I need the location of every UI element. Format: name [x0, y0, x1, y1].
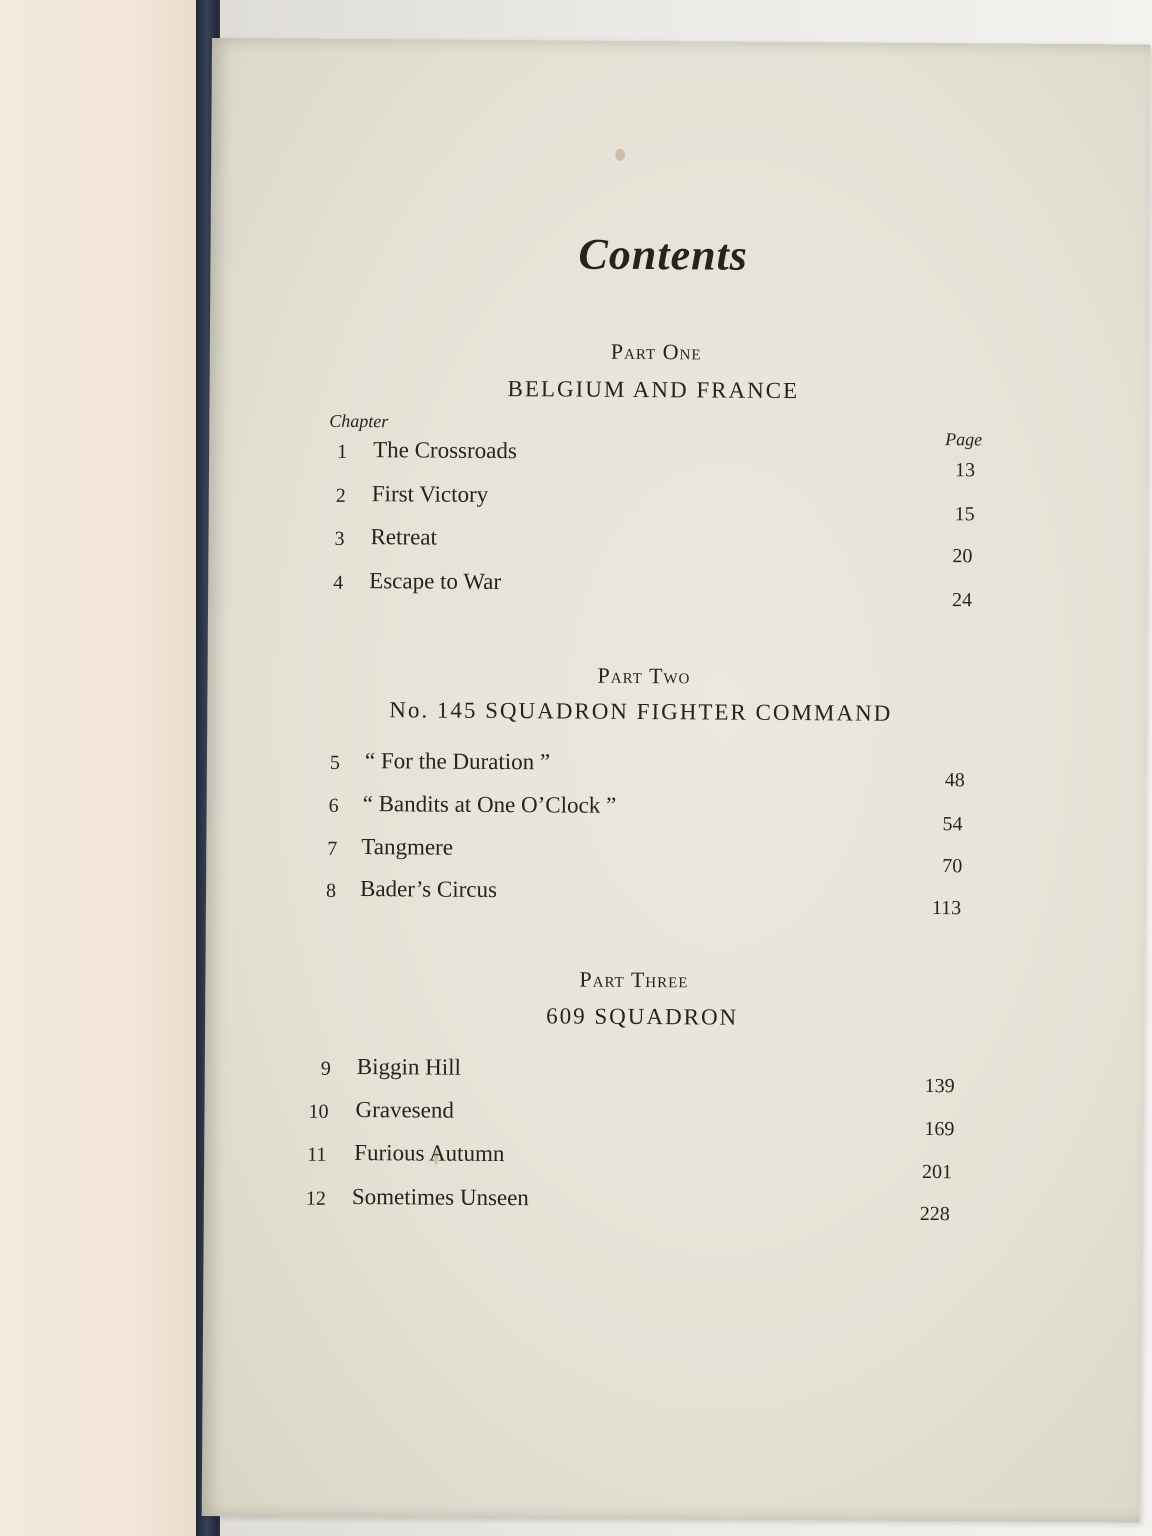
- chapter-number: 5: [329, 751, 341, 774]
- page-title: Contents: [578, 229, 749, 280]
- chapter-number: 6: [328, 794, 339, 817]
- chapter-title: Tangmere: [361, 834, 454, 860]
- chapter-title: Biggin Hill: [356, 1054, 462, 1080]
- chapter-title: “ Bandits at One O’Clock ”: [362, 791, 617, 818]
- part-two-label: Part Two: [597, 662, 691, 689]
- chapter-number: 7: [327, 837, 338, 860]
- chapter-page-number: 24: [952, 589, 973, 612]
- chapter-title: Furious Autumn: [354, 1140, 505, 1167]
- page-column-header: Page: [945, 429, 983, 450]
- chapter-title: First Victory: [371, 481, 489, 507]
- chapter-title: Sometimes Unseen: [351, 1184, 529, 1211]
- part-one-label: Part One: [610, 338, 702, 365]
- chapter-number: 11: [307, 1143, 327, 1166]
- chapter-page-number: 20: [952, 545, 973, 568]
- chapter-number: 9: [320, 1057, 331, 1080]
- chapter-title: Gravesend: [355, 1097, 454, 1123]
- part-three-name: 609 SQUADRON: [546, 1003, 739, 1030]
- chapter-page-number: 54: [942, 813, 963, 836]
- chapter-number: 4: [333, 571, 344, 594]
- contents-page: [202, 38, 1150, 1523]
- chapter-page-number: 113: [931, 897, 962, 920]
- chapter-page-number: 70: [942, 855, 963, 878]
- chapter-title: Escape to War: [369, 568, 502, 595]
- chapter-number: 8: [325, 879, 337, 902]
- chapter-number: 3: [334, 527, 345, 550]
- chapter-page-number: 228: [919, 1202, 950, 1226]
- chapter-number: 12: [305, 1187, 326, 1210]
- part-one-name: BELGIUM AND FRANCE: [507, 376, 800, 404]
- chapter-page-number: 169: [924, 1118, 955, 1141]
- chapter-page-number: 201: [922, 1160, 953, 1184]
- page-stain: [615, 149, 625, 161]
- chapter-number: 10: [308, 1100, 329, 1123]
- part-two-name: No. 145 SQUADRON FIGHTER COMMAND: [389, 697, 893, 726]
- chapter-number: 2: [335, 484, 346, 507]
- chapter-title: Bader’s Circus: [359, 876, 498, 903]
- chapter-page-number: 15: [954, 503, 975, 526]
- chapter-page-number: 139: [924, 1075, 955, 1098]
- chapter-title: Retreat: [370, 524, 438, 550]
- chapter-title: “ For the Duration ”: [364, 748, 551, 775]
- chapter-page-number: 13: [954, 459, 976, 482]
- chapter-number: 1: [337, 440, 348, 463]
- part-three-label: Part Three: [579, 966, 689, 993]
- chapter-title: The Crossroads: [373, 437, 517, 464]
- left-endpaper: [0, 0, 198, 1536]
- chapter-column-header: Chapter: [329, 410, 389, 432]
- chapter-page-number: 48: [944, 769, 965, 792]
